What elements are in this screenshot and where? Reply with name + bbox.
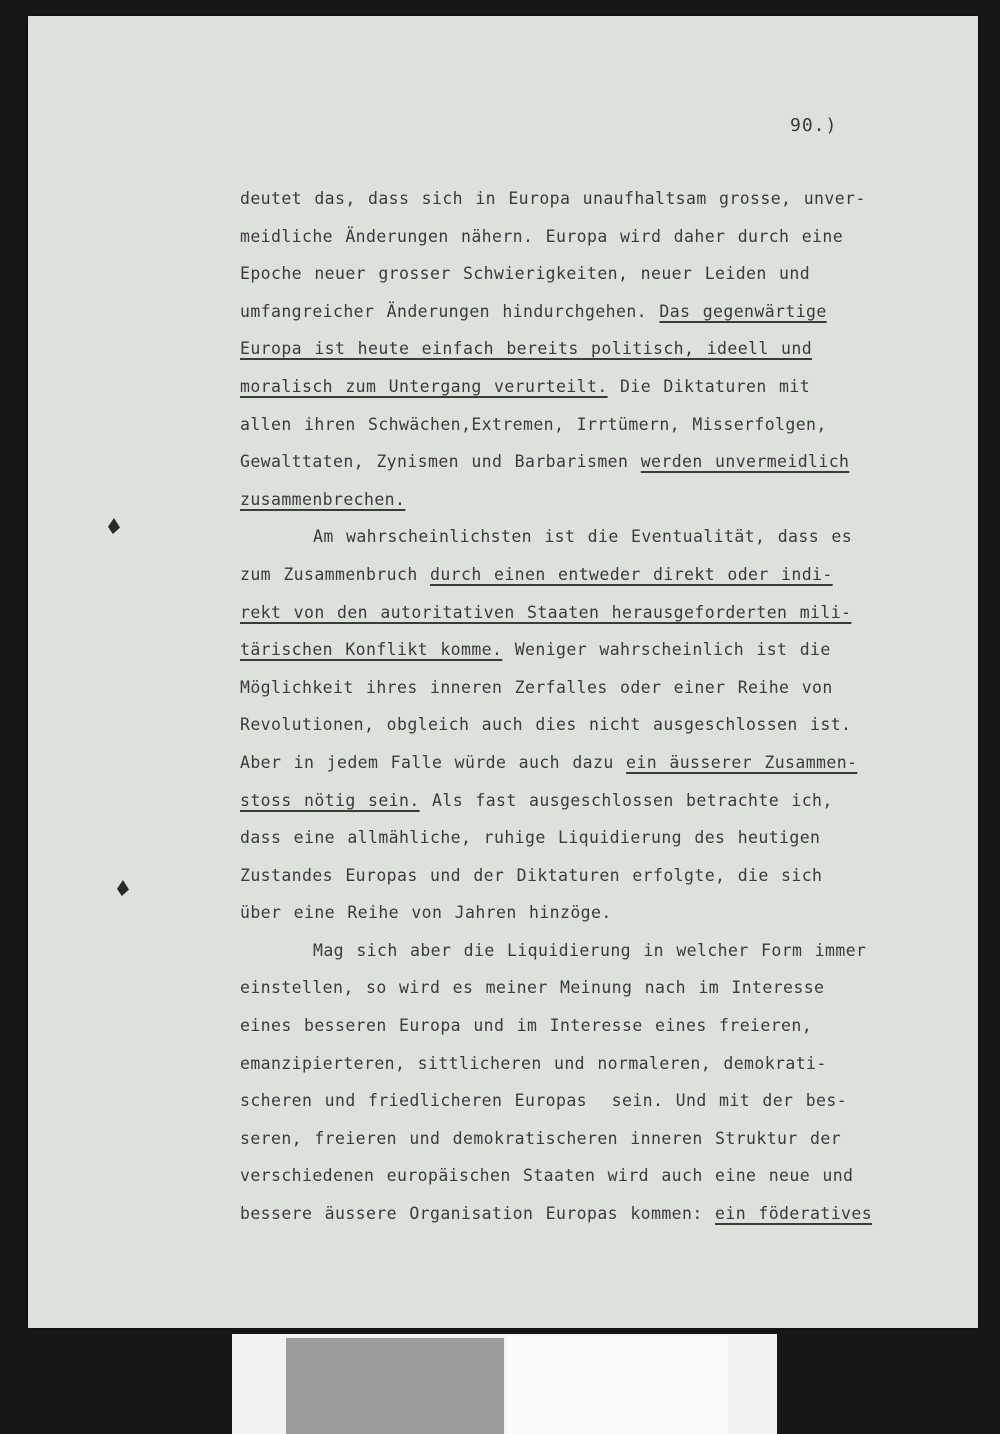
text-line	[240, 744, 960, 782]
text-line	[240, 857, 960, 895]
text-line	[240, 330, 960, 368]
text-segment: allen ihren Schwächen,Extremen, Irrtümern, Misserfolgen,	[240, 414, 827, 434]
text-line	[240, 782, 960, 820]
text-line	[240, 932, 960, 970]
text-line	[240, 969, 960, 1007]
text-segment: dass eine allmähliche, ruhige Liquidierung des heutigen	[240, 828, 821, 848]
gray-calibration-card	[286, 1338, 504, 1434]
text-line	[240, 556, 960, 594]
text-segment: Die Diktaturen mit	[607, 376, 811, 396]
text-segment: Revolutionen, obgleich auch dies nicht ausgeschlossen ist.	[240, 715, 852, 735]
underlined-text: Das gegenwärtige	[659, 301, 827, 321]
underlined-text: stoss nötig sein.	[240, 790, 420, 810]
text-segment: verschiedenen europäischen Staaten wird auch eine neue und	[240, 1166, 854, 1186]
text-segment: eines besseren Europa und im Interesse eines freieren,	[240, 1016, 813, 1036]
underlined-text: rekt von den autoritativen Staaten herausgeforderten mili-	[240, 602, 852, 622]
text-line	[240, 368, 960, 406]
text-segment: einstellen, so wird es meiner Meinung nach im Interesse	[240, 978, 825, 998]
text-segment: umfangreicher Änderungen hindurchgehen.	[240, 301, 660, 321]
text-segment: Aber in jedem Falle würde auch dazu	[240, 752, 627, 772]
text-line	[240, 1157, 960, 1195]
text-segment: Epoche neuer grosser Schwierigkeiten, neuer Leiden und	[240, 264, 811, 284]
text-segment: über eine Reihe von Jahren hinzöge.	[240, 903, 612, 923]
text-line	[240, 1082, 960, 1120]
text-segment: Zustandes Europas und der Diktaturen erfolgte, die sich	[240, 865, 823, 885]
text-line	[240, 1195, 960, 1233]
text-line	[240, 481, 960, 519]
page-number: 90.)	[790, 115, 838, 136]
text-line	[240, 1120, 960, 1158]
text-line	[240, 218, 960, 256]
text-line	[240, 594, 960, 632]
body-text	[240, 180, 960, 1233]
text-line	[240, 406, 960, 444]
white-calibration-card	[506, 1336, 728, 1434]
underlined-text: moralisch zum Untergang verurteilt.	[240, 376, 608, 396]
text-line	[240, 1045, 960, 1083]
text-line	[240, 1007, 960, 1045]
underlined-text: zusammenbrechen.	[240, 489, 406, 509]
underlined-text: tärischen Konflikt komme.	[240, 640, 503, 660]
text-line	[240, 293, 960, 331]
text-line	[240, 631, 960, 669]
text-segment: meidliche Änderungen nähern. Europa wird daher durch eine	[240, 226, 844, 246]
text-line	[240, 443, 960, 481]
text-line	[240, 180, 960, 218]
text-line	[240, 669, 960, 707]
underlined-text: ein föderatives	[715, 1204, 873, 1224]
text-line	[240, 518, 960, 556]
text-segment: Weniger wahrscheinlich ist die	[502, 640, 831, 660]
text-line	[240, 706, 960, 744]
text-line	[240, 819, 960, 857]
text-segment: Als fast ausgeschlossen betrachte ich,	[419, 790, 833, 810]
text-segment: Mag sich aber die Liquidierung in welcher Form immer	[313, 940, 867, 960]
text-segment: scheren und friedlicheren Europas sein. Und mit der bes-	[240, 1091, 848, 1111]
text-segment: deutet das, dass sich in Europa unaufhaltsam grosse, unver-	[240, 189, 866, 208]
text-line	[240, 894, 960, 932]
underlined-text: ein äusserer Zusammen-	[626, 752, 858, 772]
underlined-text: werden unvermeidlich	[640, 452, 850, 472]
text-segment: emanzipierteren, sittlicheren und normaleren, demokrati-	[240, 1053, 827, 1073]
text-segment: Am wahrscheinlichsten ist die Eventualität, dass es	[313, 527, 853, 547]
text-segment: Gewalttaten, Zynismen und Barbarismen	[240, 452, 641, 472]
text-line	[240, 255, 960, 293]
text-segment: Möglichkeit ihres inneren Zerfalles oder einer Reihe von	[240, 677, 833, 697]
underlined-text: Europa ist heute einfach bereits politisch, ideell und	[240, 339, 813, 359]
text-segment: zum Zusammenbruch	[240, 564, 431, 584]
underlined-text: durch einen entweder direkt oder indi-	[430, 564, 833, 584]
text-segment: bessere äussere Organisation Europas kommen:	[240, 1204, 716, 1224]
text-segment: seren, freieren und demokratischeren inneren Struktur der	[240, 1128, 842, 1148]
